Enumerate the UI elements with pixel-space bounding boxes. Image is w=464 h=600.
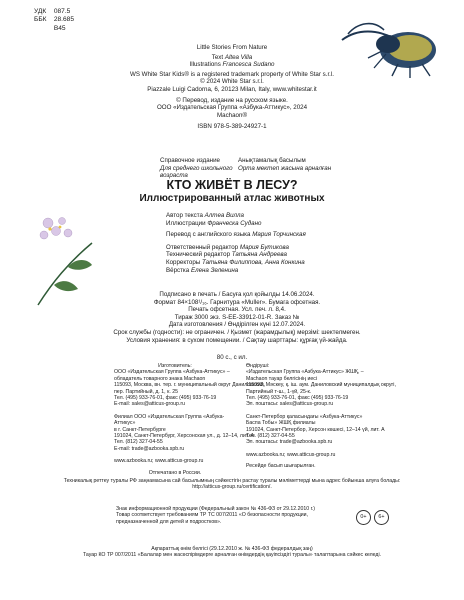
age-badge-6: 6+	[374, 510, 389, 525]
trademark-line: WS White Star Kids® is a registered trademark property of White Star s.r.l.	[130, 70, 334, 78]
copyright-year: © 2024 White Star s.r.l.	[200, 78, 264, 86]
credits: Автор текста Алтеа Вилла Иллюстрации Франческа Судано Перевод с английского языка Мария Торчинская Ответственный редактор Мария Бутикова Технический редактор Татьяна Андреева Корректоры Татьяна Филиппова, Анна Конкина Вёрстка Елена Зеленина	[166, 212, 306, 274]
classification-codes	[34, 8, 74, 33]
copyright-block: Little Stories From Nature Text Altea Villa Illustrations Francesca Sudano WS White Star Kids® is a registered trademark property of White Star s.r.l. © 2024 White Star s.r.l. Piazzale Luigi Cadorna, 6, 20123 Milan, Italy, www.whitestar.it © Перевод, издание на русском языке. ООО «Издательская Группа «Азбука-Аттикус», 2024 Machaon® ISBN 978-5-389-24927-1	[110, 44, 354, 131]
age-badge-0: 0+	[356, 510, 371, 525]
series-title: Little Stories From Nature	[196, 44, 268, 51]
text-author: Altea Villa	[224, 53, 253, 61]
code-udk: УДК 087.5	[34, 8, 71, 15]
footer-note: Ақпараттық өнім белгісі (29.12.2010 ж. № 436-ФЗ федералдық заң) Тауар КО ТР 007/2011 «Балалар мен жасөспірімдерге арналған өнімдердің қауіпсіздігі туралы» талаптарына сәйкес келеді.	[82, 546, 382, 559]
print-info: Подписано в печать / Басуға қол қойылды 14.06.2024. Формат 84×108¹/₁₆. Гарнитура «Muller». Бумага офсетная. Печать офсетная. Усл. печ. л. 8,4. Тираж 3000 экз. S-EE-33912-01-R. Заказ № Дата изготовления / Өндірілген күні 12.07.2024. Срок службы (годности): не ограничен. / Қызмет (жарамдылық) мерзімі: шектелмеген. Условия хранения: в сухом помещении. / Сақтау шарттары: құрғақ үй-жайда.	[113, 291, 361, 344]
manufacturer-kz: Өндіруші: «Издательская Группа «Азбука-Аттикус» ЖШҚ, – Machaon тауар белгісінің иесі 115093, Мәскеу, қ. іш. аум. Даниловский муниципалдық округі, Партийный т-ш., 1-үй, 25-к. Тел. (495) 933-76-01, факс (495) 933-76-19 Эл. поштасы: sales@atticus-group.ru Санкт-Петербор қаласындағы «Азбука-Аттикус» Баспа Тобы» ЖШҚ филиалы 191024, Санкт-Петербор, Херсон көшесі, 12–14 үй, лит. А Тел. (812) 327-04-55 Эл. поштасы: trade@azbooka.spb.ru www.azbooka.ru; www.atticus-group.ru Ресейде басып шығарылған.	[246, 363, 396, 470]
code-author-mark: В45	[53, 24, 66, 32]
edition-kz: Анықтамалық басылым Орта мектеп жасына арналған	[238, 157, 332, 172]
info-sign-text: Знак информационной продукции (Федеральный закон № 436-ФЗ от 29.12.2010 г.) Товар соответствует требованиям ТР ТС 007/2011 «О безопасности продукции, предназначенной для детей и подростков».	[116, 506, 316, 525]
page-count: 80 с., с ил.	[216, 354, 248, 361]
code-bbk: ББК 28.685	[34, 16, 75, 24]
isbn: ISBN 978-5-389-24927-1	[197, 123, 267, 131]
edition-ru: Справочное издание Для среднего школьного возраста	[160, 157, 233, 180]
manufacturer-ru: Изготовитель: ООО «Издательская Группа «Азбука-Аттикус» – обладатель товарного знака Machaon 115093, Москва, вн. тер. г. муниципальный округ Даниловский, пер. Партийный, д. 1, к. 25 Тел. (495) 933-76-01, факс (495) 933-76-19 E-mail: sales@atticus-group.ru Филиал ООО «Издательская Группа «Азбука-Аттикус» в г. Санкт-Петербурге 191024, Санкт-Петербург, Херсонская ул., д. 12–14, лит. А Тел. (812) 327-04-55 E-mail: trade@azbooka.spb.ru www.azbooka.ru; www.atticus-group.ru Отпечатано в России.	[114, 363, 266, 476]
publisher-address: Piazzale Luigi Cadorna, 6, 20123 Milan, Italy, www.whitestar.it	[147, 85, 317, 93]
tech-regulation: Техникалық реттеу туралы РФ заңнамасына сай басылымның сәйкестігін растау туралы мәліметтерді мына адрес бойынша алуға болады: http://atticus-group.ru/certification/.	[63, 478, 401, 491]
beetle-illustration	[338, 18, 450, 80]
book-title: КТО ЖИВЁТ В ЛЕСУ?	[166, 178, 298, 192]
book-subtitle: Иллюстрированный атлас животных	[139, 193, 325, 204]
illustrator: Francesca Sudano	[222, 61, 275, 69]
